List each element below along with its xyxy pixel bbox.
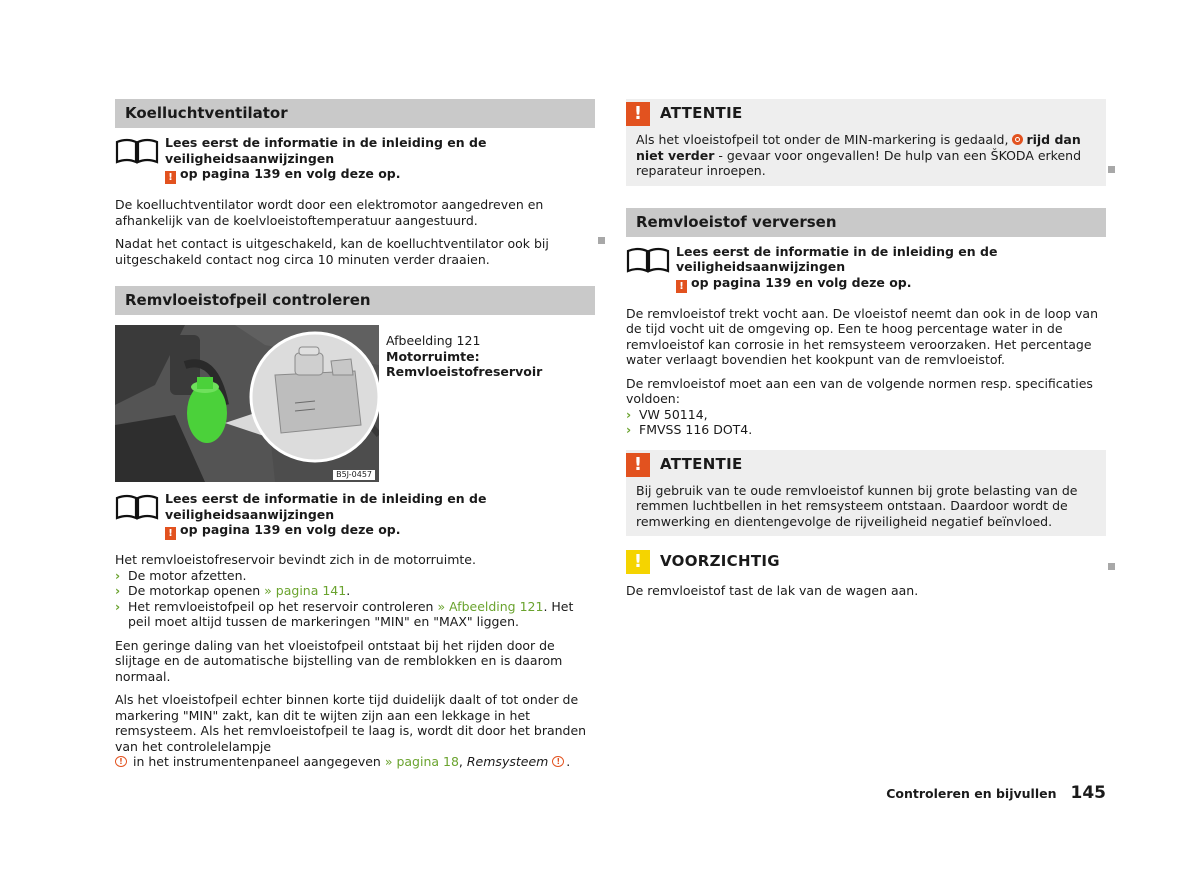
section-end-mark bbox=[1108, 563, 1115, 570]
chevron-right-icon: › bbox=[626, 406, 632, 422]
step-list bbox=[115, 568, 595, 630]
list-item: › Het remvloeistofpeil op het reservoir controleren » Afbeelding 121. Het peil moet altijd tussen de markeringen "MIN" en "MAX" liggen. bbox=[115, 598, 574, 629]
section-end-mark bbox=[598, 237, 605, 244]
book-icon bbox=[626, 247, 670, 273]
paragraph: Als het vloeistofpeil echter binnen korte tijd duidelijk daalt of tot onder de markering "MIN" zakt, kan dit te wijten zijn aan een lekkage in het remsysteem. Als het remvloeistofpeil te laag is, wordt dit door het branden van het controlelelampje ! in het instrumentenpaneel aangegeven » pagina 18, Remsysteem ! . bbox=[115, 692, 595, 770]
warning-icon: ! bbox=[165, 171, 176, 184]
book-icon bbox=[115, 138, 159, 164]
read-first-page-ref: op pagina 139 en volg deze op. bbox=[691, 274, 912, 290]
brake-warning-icon bbox=[552, 756, 564, 767]
stop-icon bbox=[1012, 134, 1023, 145]
section-end-mark bbox=[1108, 166, 1115, 173]
read-first-text: Lees eerst de informatie in de inleiding en de veiligheidsaanwijzingen bbox=[676, 243, 998, 274]
paragraph: Een geringe daling van het vloeistofpeil ontstaat bij het rijden door de slijtage en de automatische bijstelling van de remblokken en is daarom normaal. bbox=[115, 637, 563, 684]
read-first-page-ref: op pagina 139 en volg deze op. bbox=[180, 166, 401, 181]
left-column bbox=[115, 99, 595, 770]
footer-section-title: Controleren en bijvullen bbox=[886, 786, 1057, 801]
chevron-right-icon: › bbox=[626, 422, 632, 437]
read-first-text: Lees eerst de informatie in de inleiding en de veiligheidsaanwijzingen bbox=[165, 135, 487, 166]
paragraph: Nadat het contact is uitgeschakeld, kan de koelluchtventilator ook bij uitgeschakeld contact nog circa 10 minuten verder draaien. bbox=[115, 236, 549, 267]
chevron-right-icon: › bbox=[115, 583, 121, 598]
notice-text: Bij gebruik van te oude remvloeistof kunnen bij grote belasting van de remmen luchtbellen in het remsysteem ontstaan. Daardoor wordt de remwerking en dientengevolge de rijveiligheid negatief beïnvloed. bbox=[636, 482, 1078, 529]
section-heading-koelluchtventilator: Koelluchtventilator bbox=[115, 99, 595, 128]
spec-list bbox=[626, 407, 1106, 438]
attentie-box bbox=[626, 450, 1106, 537]
figure-121 bbox=[115, 325, 595, 482]
section-heading-remvloeistofpeil: Remvloeistofpeil controleren bbox=[115, 286, 595, 315]
attentie-box bbox=[626, 99, 1106, 186]
paragraph: Het remvloeistofreservoir bevindt zich in de motorruimte. bbox=[115, 552, 476, 567]
notice-title: ATTENTIE bbox=[660, 454, 743, 473]
section-heading-remvloeistof-verversen: Remvloeistof verversen bbox=[626, 208, 1106, 237]
page-link[interactable]: » pagina 18 bbox=[384, 754, 459, 769]
voorzichtig-box bbox=[626, 547, 1106, 599]
warning-icon: ! bbox=[626, 453, 650, 477]
read-first-note bbox=[115, 135, 595, 184]
warning-icon: ! bbox=[165, 527, 176, 540]
figure-link[interactable]: » Afbeelding 121 bbox=[437, 598, 544, 614]
figure-code: B5J-0457 bbox=[333, 470, 375, 480]
reservoir-illustration bbox=[115, 325, 379, 482]
chevron-right-icon: › bbox=[115, 598, 121, 614]
read-first-page-ref: op pagina 139 en volg deze op. bbox=[180, 522, 401, 537]
notice-text: De remvloeistof tast de lak van de wagen aan. bbox=[626, 583, 919, 598]
paragraph: De remvloeistof moet aan een van de volgende normen resp. specificaties voldoen: bbox=[626, 375, 1093, 406]
paragraph: De koelluchtventilator wordt door een elektromotor aangedreven en afhankelijk van de koelvloeistoftemperatuur aangestuurd. bbox=[115, 197, 544, 228]
right-column bbox=[626, 99, 1106, 599]
page-number: 145 bbox=[1070, 783, 1106, 803]
warning-icon: ! bbox=[626, 102, 650, 126]
list-item: › De motorkap openen » pagina 141. bbox=[115, 583, 351, 598]
paragraph: De remvloeistof trekt vocht aan. De vloeistof neemt dan ook in de loop van de tijd vocht uit de omgeving op. Een te hoog percentage water in de remvloeistof kan corrosie in het remsysteem veroorzaken. Het percentage water verlaagt bovendien het kookpunt van de remvloeistof. bbox=[626, 305, 1098, 367]
read-first-text: Lees eerst de informatie in de inleiding en de veiligheidsaanwijzingen bbox=[165, 491, 487, 522]
list-item: › VW 50114, bbox=[626, 406, 708, 422]
brake-warning-icon bbox=[115, 756, 127, 767]
page-footer bbox=[886, 783, 1106, 803]
read-first-note bbox=[626, 244, 1106, 293]
figure-title: Motorruimte: Remvloeistofreservoir bbox=[386, 348, 543, 379]
figure-caption bbox=[386, 333, 595, 482]
caution-icon: ! bbox=[626, 550, 650, 574]
chevron-right-icon: › bbox=[115, 567, 121, 583]
engine-bay-image bbox=[115, 325, 379, 482]
page-link[interactable]: » pagina 141 bbox=[264, 583, 347, 598]
warning-icon: ! bbox=[676, 280, 687, 293]
notice-title: ATTENTIE bbox=[660, 104, 743, 123]
read-first-note bbox=[115, 491, 595, 540]
list-item: › De motor afzetten. bbox=[115, 567, 247, 583]
list-item: › FMVSS 116 DOT4. bbox=[626, 422, 753, 437]
notice-title: VOORZICHTIG bbox=[660, 552, 780, 571]
figure-label: Afbeelding 121 bbox=[386, 333, 481, 348]
notice-text: Als het vloeistofpeil tot onder de MIN-markering is gedaald, rijd dan niet verder - gevaar voor ongevallen! De hulp van een ŠKODA erkend reparateur inroepen. bbox=[636, 132, 1082, 178]
book-icon bbox=[115, 494, 159, 520]
